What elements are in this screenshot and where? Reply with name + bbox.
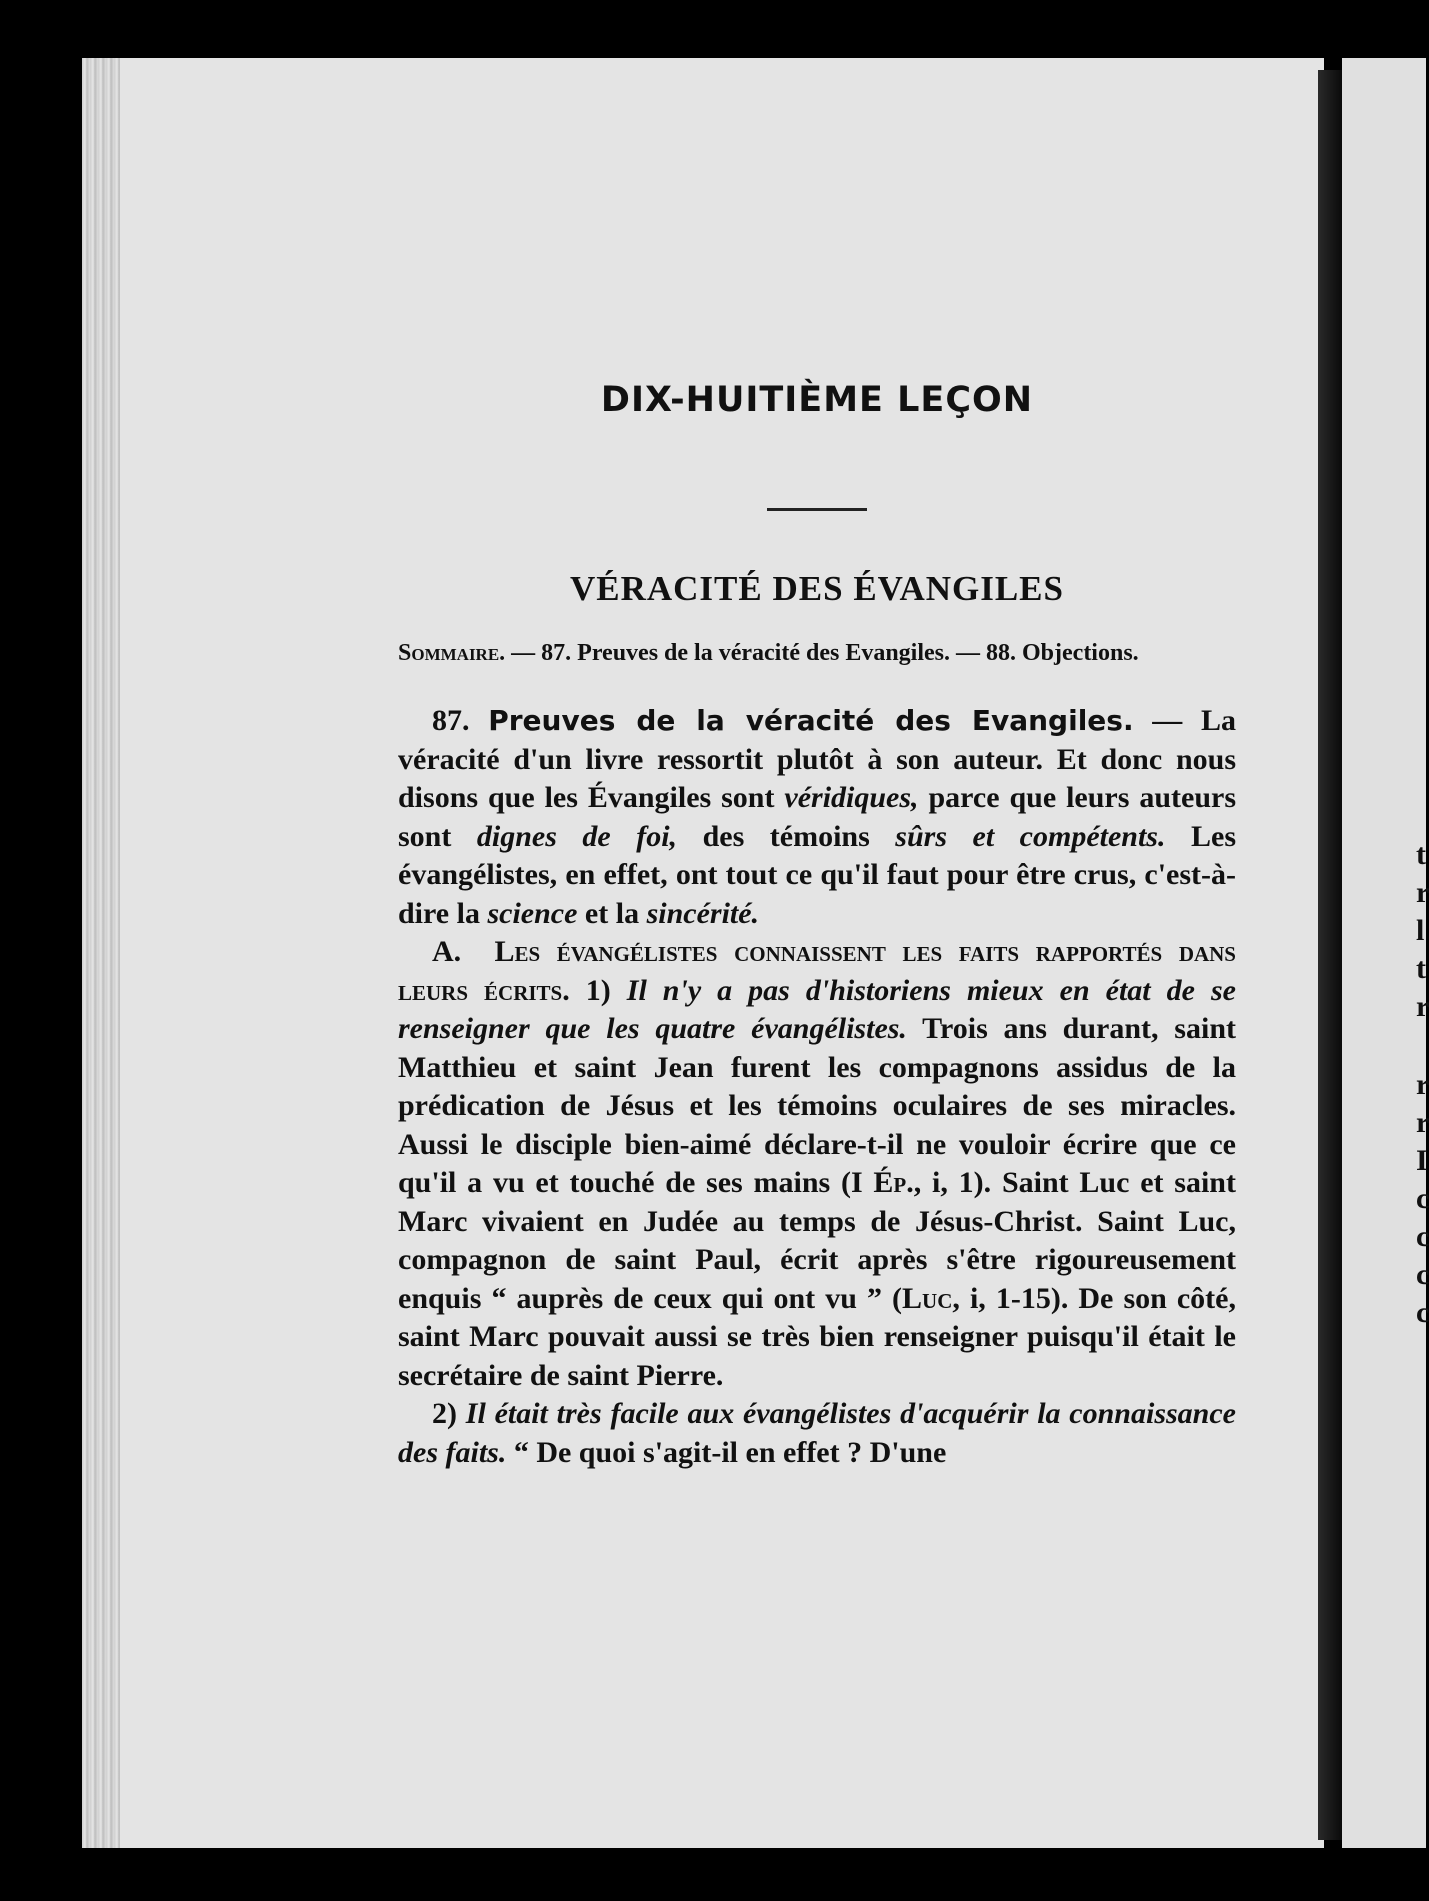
text-run: — La véracité d'un livre ressortit plutôt à son auteur. Et donc nous disons que les Évangiles sont: [398, 704, 1237, 814]
italic-run: dignes de foi,: [476, 819, 678, 853]
next-page-letter: t: [1416, 952, 1426, 985]
text-run: des témoins: [677, 819, 896, 853]
section-title: VÉRACITÉ DES ÉVANGILES: [569, 569, 1064, 608]
italic-run: véridiques,: [784, 781, 919, 814]
text-run: parce que leurs auteurs sont: [398, 781, 1236, 853]
summary-text: — 87. Preuves de la véracité des Evangiles. — 88. Objections.: [505, 640, 1139, 666]
next-page-fragment: [1342, 58, 1429, 1848]
next-page-letter: l: [1416, 914, 1425, 947]
text-run: Les évangélistes, en effet, ont tout ce qu'il faut pour être crus, c'est-à-dire la: [398, 819, 1236, 930]
italic-run: sûrs et compétents.: [895, 819, 1166, 853]
next-page-letter: r: [1416, 1068, 1429, 1101]
text-run: 2): [432, 1397, 466, 1430]
citation-run: Ép.: [873, 1166, 914, 1199]
italic-run: Il était très facile aux évangélistes d'acquérir la connaissance des faits.: [398, 1397, 1236, 1469]
text-run: , i, 1-15). De son côté, saint Marc pouvait aussi se très bien renseigner puisqu'il était le secrétaire de saint Pierre.: [398, 1281, 1236, 1392]
italic-run: science: [487, 896, 578, 930]
citation-run: Luc: [902, 1281, 953, 1315]
text-run: 1): [569, 973, 627, 1007]
paragraph-2: [398, 1395, 1236, 1472]
text-run: , i, 1). Saint Luc et saint Marc vivaient en Judée au temps de Jésus-Christ. Saint Luc, compagnon de saint Paul, écrit après s'être rigoureusement enquis “ auprès de ceux qui ont vu ” (: [398, 1166, 1236, 1315]
title-divider: [767, 508, 867, 511]
page-text: [398, 380, 1236, 1472]
next-page-letter: c: [1416, 1258, 1429, 1291]
summary-label: Sommaire.: [398, 640, 506, 666]
text-run: “ De quoi s'agit-il en effet ? D'une: [506, 1435, 947, 1469]
next-page-letter: t: [1416, 838, 1426, 871]
text-run: et la: [577, 896, 647, 930]
italic-run: Il n'y a pas d'historiens mieux en état de se renseigner que les quatre évangélistes.: [398, 973, 1236, 1045]
book-gutter: [1318, 70, 1342, 1840]
paragraph-87: [398, 702, 1236, 933]
paragraph-heading: Preuves de la véracité des Evangiles.: [488, 704, 1134, 737]
next-page-letter: c: [1416, 1220, 1429, 1253]
next-page-letter: r: [1416, 1106, 1429, 1139]
next-page-letter: c: [1416, 1296, 1429, 1329]
chapter-title: DIX-HUITIÈME LEÇON: [600, 380, 1034, 420]
italic-run: sincérité.: [646, 896, 760, 930]
summary: [398, 639, 1236, 668]
paragraph-a: [398, 933, 1236, 1395]
next-page-letter: I: [1416, 1144, 1428, 1177]
paragraph-number: 87.: [432, 704, 470, 737]
next-page-letter: c: [1416, 1182, 1429, 1215]
paragraph-letter: A.: [432, 935, 462, 968]
next-page-letter: r: [1416, 990, 1429, 1023]
paragraph-heading: Les évangélistes connaissent les faits rapportés dans leurs écrits.: [398, 935, 1236, 1007]
text-run: Trois ans durant, saint Matthieu et saint Jean furent les compagnons assidus de la prédication de Jésus et les témoins oculaires de ses miracles. Aussi le disciple bien-aimé déclare-t-il ne vouloir écrire que ce qu'il a vu et touché de ses mains (I: [398, 1012, 1236, 1199]
next-page-letter: r: [1416, 876, 1429, 909]
